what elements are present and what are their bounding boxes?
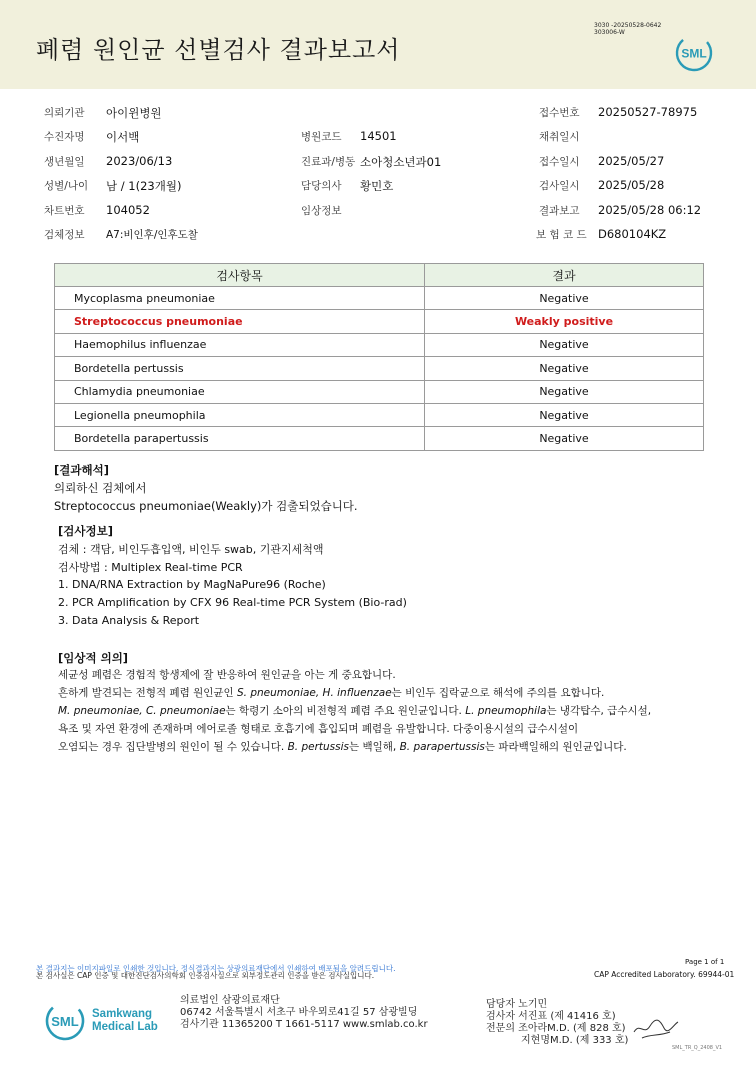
- test-info-line: 3. Data Analysis & Report: [58, 614, 200, 627]
- hospital-code-label: 병원코드: [301, 131, 342, 143]
- patient-value: 이서백: [106, 130, 140, 144]
- test-info-line: 검사방법 : Multiplex Real-time PCR: [58, 561, 243, 574]
- report-code-line1: 3030 -20250528-0642: [594, 22, 662, 29]
- footer-notice1: 본 결과지는 이미지파일로 인쇄한 것입니다. 정식결과지는 상광의료재단에서 인쇄하여 배포됨을 알려드립니다.: [36, 964, 396, 973]
- clinical-label: 임상정보: [301, 205, 342, 217]
- birth-value: 2023/06/13: [106, 154, 173, 168]
- samkwang-logo-text: [92, 1008, 158, 1034]
- result-cell: Negative: [425, 380, 704, 403]
- item-cell: Legionella pneumophila: [55, 403, 425, 426]
- table-row: [55, 333, 704, 356]
- footer-notice2: 본 검사실은 CAP 인증 및 대한진단검사의학회 인증검사실으로 외부정도관리 인증을 받은 검사실입니다.: [36, 971, 375, 980]
- result-cell: Negative: [425, 333, 704, 356]
- doctor-label: 담당의사: [301, 180, 342, 192]
- table-row: [55, 287, 704, 310]
- staff-line4: 지현명M.D. (제 333 호): [521, 1035, 629, 1046]
- staff-line2: 검사자 서진표 (제 41416 호): [486, 1011, 616, 1022]
- logo-line2: Medical Lab: [92, 1021, 158, 1033]
- sml-footer-logo-icon: [44, 1000, 88, 1042]
- hospital-label: 의뢰기관: [44, 107, 85, 119]
- receipt-date-label: 접수일시: [539, 156, 580, 168]
- results-table: [54, 263, 704, 451]
- test-date-value: 2025/05/28: [598, 178, 665, 192]
- clinical-line2: 흔하게 발견되는 전형적 폐렴 원인균인 S. pneumoniae, H. influenzae는 비인두 집락균으로 해석에 주의를 요합니다.: [58, 687, 605, 699]
- patient-label: 수진자명: [44, 131, 85, 143]
- clinical-line1: 세균성 폐렴은 경험적 항생제에 잘 반응하여 원인균을 아는 게 중요합니다.: [58, 669, 396, 681]
- hospital-value: 아이윈병원: [106, 106, 162, 120]
- insurance-label: 보 험 코 드: [536, 229, 587, 241]
- table-row: [55, 380, 704, 403]
- logo-line1: Samkwang: [92, 1008, 153, 1020]
- test-date-label: 검사일시: [539, 180, 580, 192]
- sex-age-label: 성별/나이: [44, 180, 89, 192]
- interpretation-line1: 의뢰하신 검체에서: [54, 481, 147, 495]
- report-code-line2: 303006-W: [594, 29, 625, 36]
- signature-icon: [630, 1014, 682, 1044]
- clinical-meaning-heading: [임상적 의의]: [58, 651, 129, 665]
- org-line2: 06742 서울특별시 서초구 바우뫼로41길 57 삼광빌딩: [180, 1007, 418, 1018]
- col-result-header: 결과: [425, 264, 704, 287]
- item-cell: Bordetella parapertussis: [55, 427, 425, 450]
- sml-logo-text: SML: [681, 46, 707, 61]
- table-row: [55, 403, 704, 426]
- test-info-line: 2. PCR Amplification by CFX 96 Real-time PCR System (Bio-rad): [58, 596, 407, 609]
- collect-date-label: 채취일시: [539, 131, 580, 143]
- result-cell: Negative: [425, 357, 704, 380]
- report-value: 2025/05/28 06:12: [598, 203, 702, 217]
- sex-age-value: 남 / 1(23개월): [106, 179, 182, 193]
- org-line3: 검사기관 11365200 T 1661-5117 www.smlab.co.kr: [180, 1019, 428, 1030]
- staff-line1: 담당자 노기민: [486, 999, 548, 1010]
- item-cell: Streptococcus pneumoniae: [55, 310, 425, 333]
- result-cell: Negative: [425, 403, 704, 426]
- clinical-line4: 욕조 및 자연 환경에 존재하며 에어로졸 형태로 호흡기에 흡입되며 폐렴을 유발합니다. 다중이용시설의 급수시설이: [58, 723, 579, 735]
- chart-value: 104052: [106, 203, 150, 217]
- doctor-value: 황민호: [360, 179, 394, 193]
- interpretation-heading: [결과해석]: [54, 463, 109, 477]
- form-code: SML_TR_Q_2408_V1: [672, 1045, 723, 1051]
- item-cell: Bordetella pertussis: [55, 357, 425, 380]
- table-row: [55, 357, 704, 380]
- birth-label: 생년월일: [44, 156, 85, 168]
- interpretation-line2: Streptococcus pneumoniae(Weakly)가 검출되었습니다.: [54, 499, 358, 513]
- insurance-value: D680104KZ: [598, 227, 667, 241]
- report-title: 폐렴 원인균 선별검사 결과보고서: [36, 36, 401, 64]
- chart-label: 차트번호: [44, 205, 85, 217]
- page-number: Page 1 of 1: [685, 958, 725, 966]
- staff-info: [486, 999, 628, 1047]
- sml-footer-logo-text: SML: [51, 1014, 79, 1029]
- sml-logo-icon: [674, 33, 714, 73]
- item-cell: Mycoplasma pneumoniae: [55, 287, 425, 310]
- report-code: [594, 22, 661, 36]
- result-cell: Negative: [425, 427, 704, 450]
- table-row-positive: [55, 310, 704, 333]
- test-info-line: 1. DNA/RNA Extraction by MagNaPure96 (Roche): [58, 578, 326, 591]
- dept-label: 진료과/병동: [301, 156, 356, 168]
- report-label: 결과보고: [539, 205, 580, 217]
- clinical-line5: 오염되는 경우 집단발병의 원인이 될 수 있습니다. B. pertussis는 백일해, B. parapertussis는 파라백일해의 원인균입니다.: [58, 741, 627, 753]
- organization-info: [180, 995, 428, 1031]
- specimen-label: 검체정보: [44, 229, 85, 241]
- org-line1: 의료법인 삼광의료재단: [180, 995, 280, 1006]
- receipt-no-value: 20250527-78975: [598, 105, 698, 119]
- dept-value: 소아청소년과01: [360, 155, 442, 169]
- receipt-no-label: 접수번호: [539, 107, 580, 119]
- table-row: [55, 427, 704, 450]
- result-cell: Negative: [425, 287, 704, 310]
- item-cell: Haemophilus influenzae: [55, 333, 425, 356]
- cap-accreditation: CAP Accredited Laboratory. 69944-01: [594, 970, 735, 979]
- receipt-date-value: 2025/05/27: [598, 154, 665, 168]
- clinical-line3: M. pneumoniae, C. pneumoniae는 학령기 소아의 비전형적 폐렴 주요 원인균입니다. L. pneumophila는 냉각탑수, 급수시설,: [58, 705, 652, 717]
- staff-line3: 전문의 조아라M.D. (제 828 호): [486, 1023, 626, 1034]
- hospital-code-value: 14501: [360, 129, 397, 143]
- test-info-line: 검체 : 객담, 비인두흡입액, 비인두 swab, 기관지세척액: [58, 543, 324, 556]
- item-cell: Chlamydia pneumoniae: [55, 380, 425, 403]
- result-cell: Weakly positive: [425, 310, 704, 333]
- specimen-value: A7:비인후/인후도찰: [106, 229, 198, 241]
- test-info-heading: [검사정보]: [58, 524, 113, 538]
- col-item-header: 검사항목: [55, 264, 425, 287]
